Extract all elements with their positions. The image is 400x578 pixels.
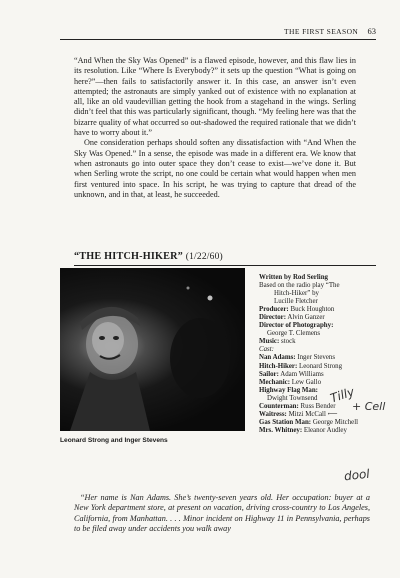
episode-photo	[60, 268, 245, 431]
cast-label: Cast:	[259, 346, 274, 354]
page-number: 63	[367, 26, 376, 36]
body-text	[74, 56, 356, 200]
cast-entry: Hitch-Hiker: Leonard Strong	[259, 362, 343, 370]
episode-date: (1/22/60)	[185, 252, 223, 262]
cast-entry: Mrs. Whitney: Eleanor Audley	[259, 426, 347, 434]
paragraph: One consideration perhaps should soften any dissatisfaction with “And When the Sky Was Opened.” In a sense, the episode was made in a different era. We know that when astronauts go into outer space they don’t cease to exist—we’ve done it. But when Serling wrote the script, no one could be certain what would happen when men first ventured into space. In his script, he was trying to capture that dread of the unknown, and in that, at least, he succeeded.	[74, 138, 356, 199]
handwritten-note: dool	[343, 466, 371, 484]
episode-heading	[74, 251, 376, 266]
cast-entry: Nan Adams: Inger Stevens	[259, 354, 336, 362]
credit-producer: Producer: Buck Houghton	[259, 306, 335, 314]
paragraph: “And When the Sky Was Opened” is a flawed episode, however, and this flaw lies in its resolution. Like “Where Is Everybody?” it sets up the question “What is going on here?”—then fails to satisfactorily answer it. In this case, an answer isn’t even attempted; the astronauts are simply yanked out of existence with no explanation at all, like an old vaudevillian getting the hook from a stagehand in the wings. Serling didn’t feel that this was particularly significant, though. “My feeling here was that the bizarre quality of what occurred so out-shadowed the required rationale that we didn’t have to worry about it.”	[74, 56, 356, 138]
cast-entry: Waitress: Mitzi McCall ⟵	[259, 410, 338, 418]
handwritten-note: Tilly	[328, 384, 357, 406]
episode-narration	[74, 493, 370, 534]
photo-illustration	[60, 268, 245, 431]
narration-text: “Her name is Nan Adams. She’s twenty-seven years old. Her occupation: buyer at a New York department store, at present on vacation, driving cross-country to Los Angeles, California, from Manhattan. . . . Minor incident on Highway 11 in Pennsylvania, perhaps to be filed away under accidents you walk away	[74, 493, 370, 533]
credit-based-on: Hitch-Hiker” by	[274, 290, 319, 298]
credit-dop-label: Director of Photography:	[259, 322, 334, 330]
credit-director: Director: Alvin Ganzer	[259, 314, 325, 322]
running-head-title: THE FIRST SEASON	[284, 27, 359, 36]
cast-entry-actor: Dwight Townsend	[267, 394, 318, 402]
cast-entry-role: Highway Flag Man:	[259, 386, 318, 394]
cast-entry: Counterman: Russ Bender	[259, 402, 336, 410]
cast-entry: Sailor: Adam Williams	[259, 370, 324, 378]
cast-entry: Gas Station Man: George Mitchell	[259, 418, 359, 426]
credit-written-by: Written by Rod Serling	[259, 274, 328, 281]
credit-music: Music: stock	[259, 338, 296, 346]
credit-based-on: Lucille Fletcher	[274, 298, 318, 306]
photo-caption: Leonard Strong and Inger Stevens	[60, 437, 168, 444]
handwritten-arrow-icon: ⟵	[327, 410, 338, 418]
handwritten-note: + Cell	[352, 400, 386, 413]
credit-dop: George T. Clemens	[267, 330, 321, 338]
episode-title: “THE HITCH-HIKER”	[74, 251, 183, 262]
running-head	[60, 26, 376, 40]
credit-based-on: Based on the radio play “The	[259, 282, 340, 290]
cast-entry: Mechanic: Lew Gallo	[259, 378, 322, 386]
